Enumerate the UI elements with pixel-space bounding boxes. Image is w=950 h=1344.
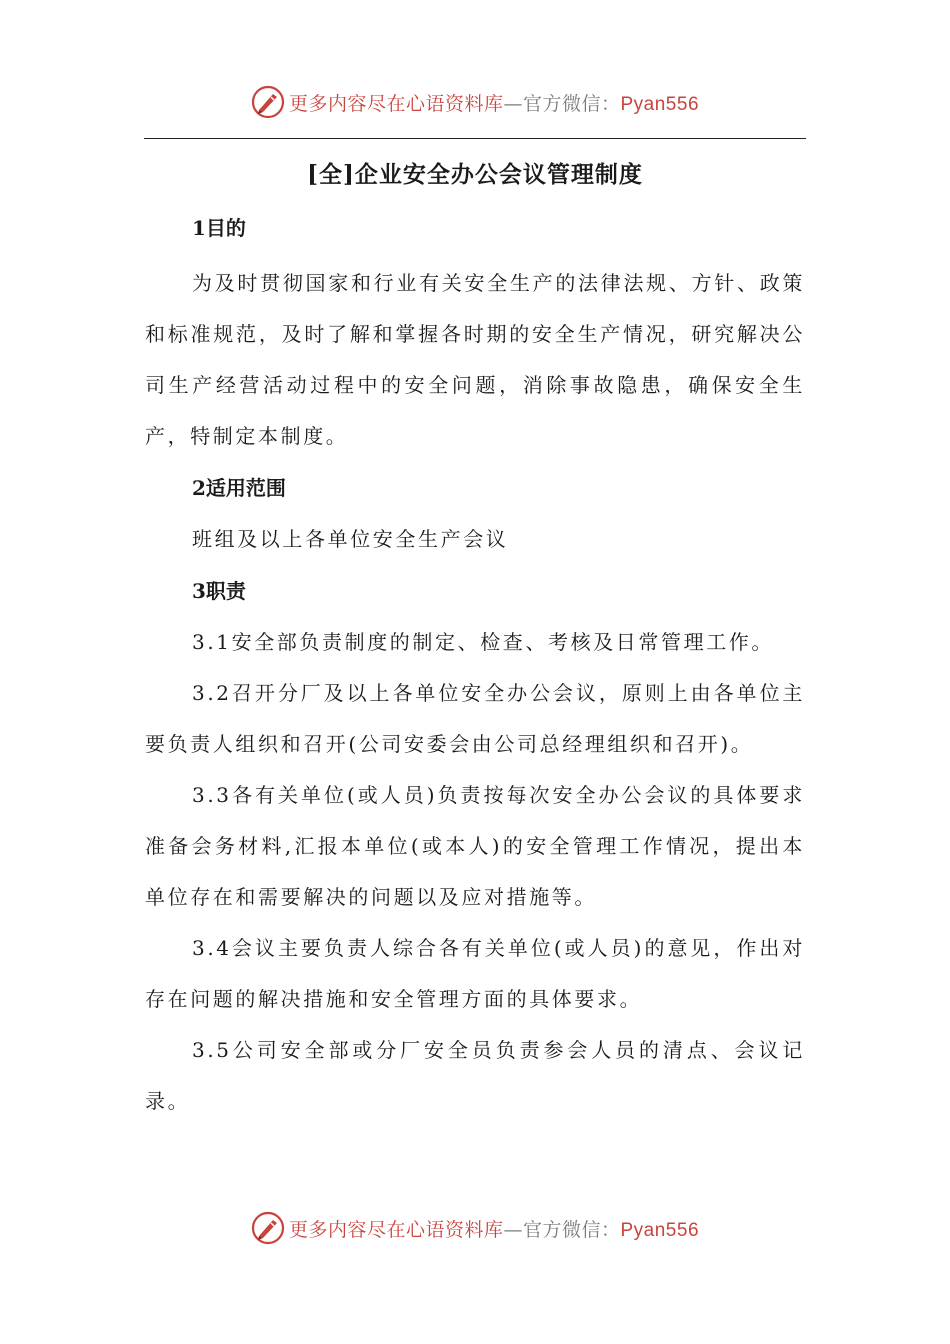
section-heading-duties: 3职责 <box>192 579 246 603</box>
section-paragraph: 班组及以上各单位安全生产会议 <box>192 527 509 551</box>
section-paragraph: 3.3各有关单位(或人员)负责按每次安全办公会议的具体要求准备会务材料,汇报本单位(或本人)的安全管理工作情况，提出本单位存在和需要解决的问题以及应对措施等。 <box>145 783 805 909</box>
footer-banner <box>0 1206 950 1250</box>
banner-text <box>289 1215 699 1242</box>
section-heading-purpose: 1目的 <box>192 216 246 240</box>
banner-wechat-label: 官方微信： <box>522 92 621 115</box>
header-banner <box>0 80 950 124</box>
banner-slogan: 更多内容尽在心语资料库 <box>288 1218 504 1241</box>
banner-wechat-label: 官方微信： <box>522 1218 621 1241</box>
section-paragraph: 3.2召开分厂及以上各单位安全办公会议，原则上由各单位主要负责人组织和召开(公司安委会由公司总经理组织和召开)。 <box>145 681 805 756</box>
section-heading-scope: 2适用范围 <box>192 476 286 500</box>
section-paragraph: 3.5公司安全部或分厂安全员负责参会人员的清点、会议记录。 <box>145 1038 805 1113</box>
section-paragraph: 为及时贯彻国家和行业有关安全生产的法律法规、方针、政策和标准规范，及时了解和掌握各时期的安全生产情况，研究解决公司生产经营活动过程中的安全问题，消除事故隐患，确保安全生产，特制定本制度。 <box>145 271 805 448</box>
pen-logo-icon <box>251 1211 285 1245</box>
section-paragraph: 3.4会议主要负责人综合各有关单位(或人员)的意见，作出对存在问题的解决措施和安全管理方面的具体要求。 <box>145 936 805 1011</box>
document-body <box>145 150 805 1127</box>
banner-text <box>289 89 699 116</box>
banner-wechat-id: Pyan556 <box>620 1219 700 1241</box>
banner-dash: — <box>503 1218 523 1241</box>
banner-wechat-id: Pyan556 <box>620 93 700 115</box>
banner-dash: — <box>503 92 523 115</box>
header-divider <box>144 138 806 139</box>
section-paragraph: 3.1安全部负责制度的制定、检查、考核及日常管理工作。 <box>192 630 775 654</box>
banner-slogan: 更多内容尽在心语资料库 <box>288 92 504 115</box>
document-title: [全]企业安全办公会议管理制度 <box>307 161 643 188</box>
pen-logo-icon <box>251 85 285 119</box>
